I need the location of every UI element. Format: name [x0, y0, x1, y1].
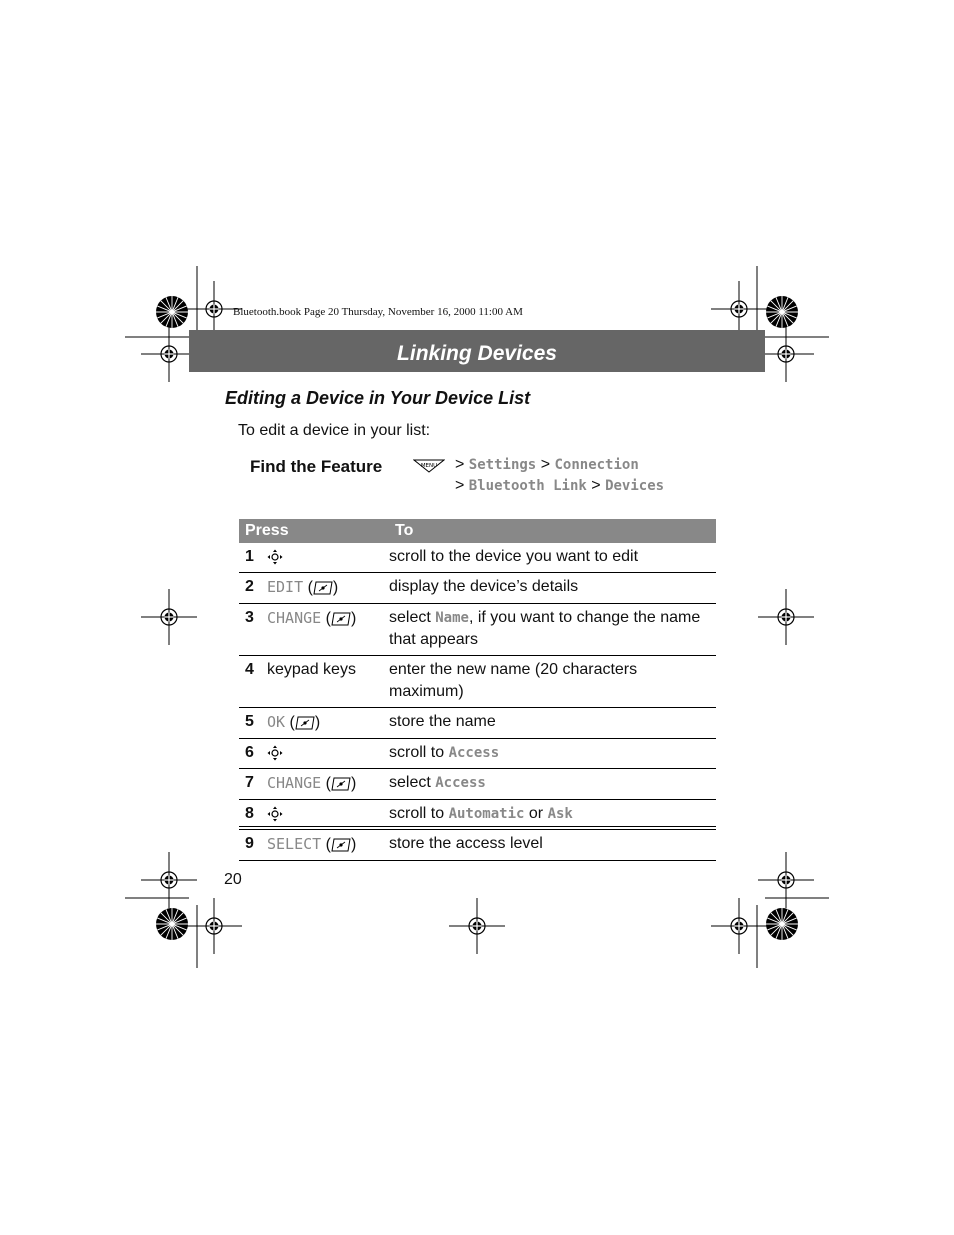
- step-number: 4: [239, 656, 267, 708]
- header-press: Press: [239, 519, 389, 543]
- feature-path-line-1: [455, 456, 639, 474]
- step-to: [389, 769, 716, 800]
- path-bluetooth-link: Bluetooth Link: [468, 478, 587, 494]
- step-press: [267, 656, 389, 708]
- path-connection: Connection: [554, 457, 639, 473]
- step-to: [389, 739, 716, 769]
- step-number: 8: [239, 800, 267, 830]
- table-end-rule: [239, 826, 716, 827]
- nav-key-icon: [267, 744, 283, 761]
- step-number: 6: [239, 739, 267, 769]
- step-action-pre: select: [389, 609, 436, 626]
- path-separator: >: [591, 477, 601, 494]
- intro-text: To edit a device in your list:: [238, 422, 431, 439]
- soft-key-icon: [331, 775, 351, 792]
- step-press: [267, 739, 389, 769]
- step-press: [267, 800, 389, 830]
- table-row: [239, 656, 716, 708]
- table-row: [239, 543, 716, 573]
- step-action-pre: scroll to: [389, 805, 449, 822]
- soft-key-label: CHANGE: [267, 774, 322, 792]
- table-row: [239, 708, 716, 739]
- step-action-option: Name: [435, 610, 469, 626]
- soft-key-icon: [331, 610, 351, 627]
- soft-key-label: CHANGE: [267, 609, 322, 627]
- soft-key-label: EDIT: [267, 578, 304, 596]
- soft-key-label: SELECT: [267, 835, 322, 853]
- table-row: [239, 604, 716, 656]
- chapter-banner: [189, 330, 765, 372]
- step-press: CHANGE ( ): [267, 769, 389, 800]
- step-to: [389, 708, 716, 739]
- step-number: 9: [239, 830, 267, 861]
- steps-table: [239, 519, 716, 861]
- table-header-row: [239, 519, 716, 543]
- step-number: 5: [239, 708, 267, 739]
- soft-key-icon: [313, 579, 333, 596]
- chapter-title: Linking Devices: [397, 342, 557, 365]
- path-separator: >: [455, 477, 465, 494]
- step-press: OK ( ): [267, 708, 389, 739]
- step-press: CHANGE ( ): [267, 604, 389, 656]
- step-number: 7: [239, 769, 267, 800]
- step-action: display the device’s details: [389, 578, 579, 595]
- step-to: [389, 830, 716, 861]
- slug-line: Bluetooth.book Page 20 Thursday, November 16, 2000 11:00 AM: [233, 306, 523, 318]
- step-to: [389, 604, 716, 656]
- soft-key-icon: [295, 714, 315, 731]
- table-row: [239, 739, 716, 769]
- section-title: Editing a Device in Your Device List: [225, 388, 531, 408]
- step-number: 2: [239, 573, 267, 604]
- step-press: [267, 543, 389, 573]
- step-to: [389, 800, 716, 830]
- feature-path-line-2: [455, 477, 664, 495]
- path-settings: Settings: [468, 457, 537, 473]
- soft-key-label: OK: [267, 713, 286, 731]
- step-action: enter the new name (20 characters maximum): [389, 661, 638, 700]
- step-action-mid: or: [524, 805, 548, 822]
- step-press: EDIT ( ): [267, 573, 389, 604]
- table-row: [239, 800, 716, 830]
- path-devices: Devices: [605, 478, 665, 494]
- nav-key-icon: [267, 548, 283, 565]
- step-number: 3: [239, 604, 267, 656]
- step-to: [389, 543, 716, 573]
- path-separator: >: [540, 456, 551, 473]
- menu-key-label: MENU: [420, 463, 438, 469]
- step-action-pre: scroll to: [389, 744, 449, 761]
- step-action-option: Access: [448, 745, 500, 761]
- find-feature-label: Find the Feature: [250, 457, 383, 476]
- table-row: [239, 573, 716, 604]
- page-number: 20: [224, 871, 242, 888]
- soft-key-icon: [331, 836, 351, 853]
- header-to: To: [389, 519, 716, 543]
- step-action-option: Access: [435, 775, 486, 791]
- nav-key-icon: [267, 805, 283, 822]
- step-press: SELECT ( ): [267, 830, 389, 861]
- step-to: [389, 573, 716, 604]
- table-row: [239, 830, 716, 861]
- step-action-post: , if you want to change the name that appears: [389, 609, 701, 648]
- menu-key-icon: [413, 459, 445, 473]
- step-action-pre: select: [389, 774, 436, 791]
- step-number: 1: [239, 543, 267, 573]
- step-action-option-2: Ask: [547, 806, 573, 822]
- step-to: [389, 656, 716, 708]
- step-action: scroll to the device you want to edit: [389, 548, 639, 565]
- press-text: keypad keys: [267, 661, 356, 678]
- step-action-option: Automatic: [448, 806, 525, 822]
- path-separator: >: [455, 456, 465, 473]
- steps-body: [239, 543, 716, 861]
- table-row: [239, 769, 716, 800]
- step-action: store the access level: [389, 835, 543, 852]
- step-action: store the name: [389, 713, 496, 730]
